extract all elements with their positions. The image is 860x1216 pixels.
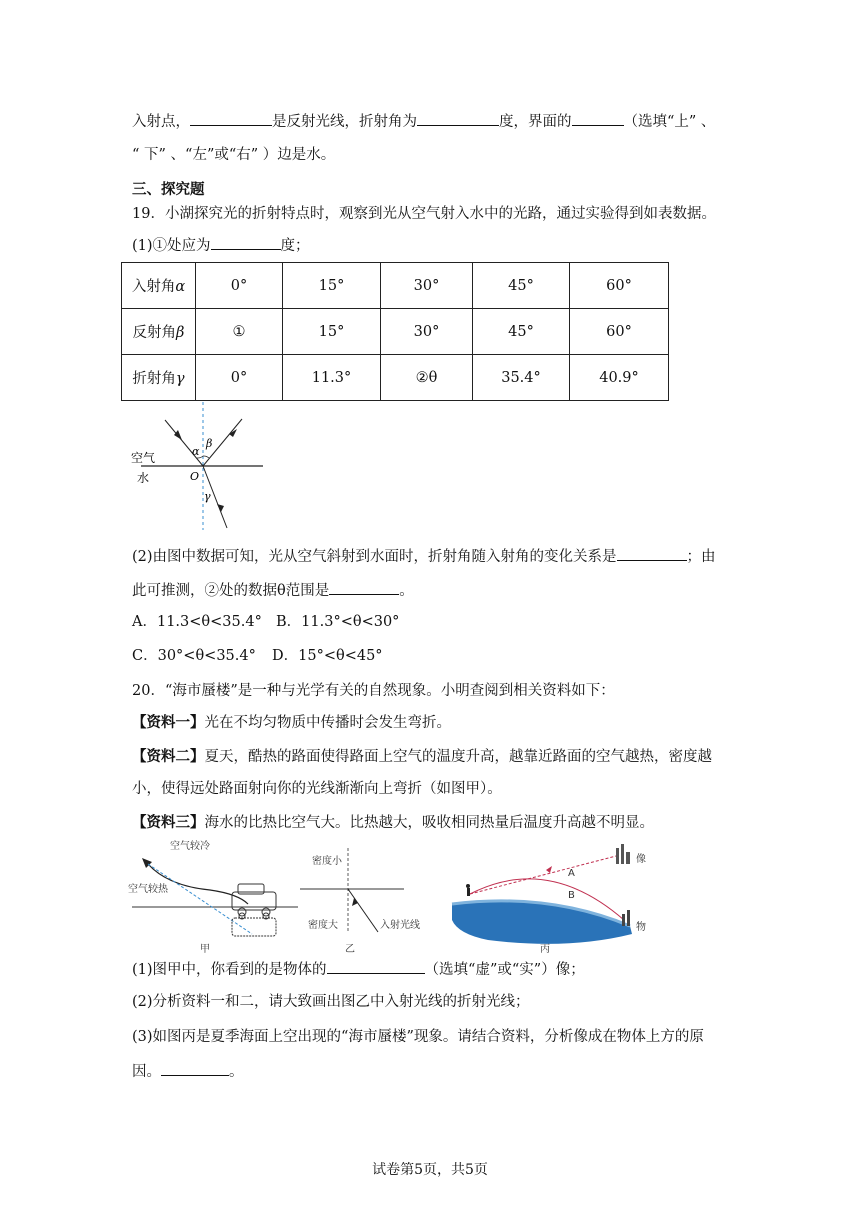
table-cell: ① <box>196 309 283 355</box>
hot-air-label: 空气较热 <box>128 884 168 895</box>
section-title: 三、探究题 <box>132 181 205 198</box>
answer-blank[interactable] <box>617 545 687 561</box>
page-footer: 试卷第5页，共5页 <box>372 1162 488 1178</box>
table-row <box>122 355 669 401</box>
table-cell: 45° <box>473 309 570 355</box>
table-cell: 30° <box>381 309 473 355</box>
option-b[interactable]: B．11.3°<θ<30° <box>276 614 400 630</box>
object-label: 物 <box>636 922 646 933</box>
answer-blank[interactable] <box>327 958 425 974</box>
table-cell: 40.9° <box>570 355 669 401</box>
ray-a-label: A <box>568 868 575 879</box>
low-density-label: 密度小 <box>312 856 342 867</box>
ray-b-label: B <box>568 890 575 901</box>
q18-line-2: “ 下” 、“左”或“右” ）边是水。 <box>132 147 336 163</box>
q20-stem: 20．“海市蜃楼”是一种与光学有关的自然现象。小明查阅到相关资料如下： <box>132 683 615 699</box>
figure-caption: 乙 <box>345 944 355 955</box>
q18-line-1: 入射点， 是反射光线，折射角为 度，界面的 （选填“上” 、 <box>132 110 715 132</box>
q19-sub2-line1: (2)由图中数据可知，光从空气斜射到水面时，折射角随入射角的变化关系是 ；由 <box>132 545 716 567</box>
table-cell: 30° <box>381 263 473 309</box>
table-cell: 0° <box>196 355 283 401</box>
q19-sub1: (1)①处应为 度； <box>132 234 310 256</box>
figure-jia <box>128 836 300 956</box>
table-cell: 35.4° <box>473 355 570 401</box>
material-3: 【资料三】海水的比热比空气大。比热越大，吸收相同热量后温度升高越不明显。 <box>132 814 654 831</box>
q20-sub1: (1)图甲中，你看到的是物体的 （选填“虚”或“实”）像； <box>132 958 585 980</box>
figure-caption: 甲 <box>200 944 210 955</box>
alpha-label: α <box>192 445 200 458</box>
refraction-diagram <box>125 400 270 532</box>
row-header: 折射角γ <box>122 355 196 401</box>
q20-sub3-line1: (3)如图丙是夏季海面上空出现的“海市蜃楼”现象。请结合资料，分析像成在物体上方的原 <box>132 1029 704 1045</box>
car-icon <box>232 884 276 936</box>
table-cell: 60° <box>570 263 669 309</box>
observer-icon <box>466 884 470 896</box>
answer-blank[interactable] <box>329 579 399 595</box>
q20-sub2: (2)分析资料一和二，请大致画出图乙中入射光线的折射光线； <box>132 994 530 1010</box>
answer-blank[interactable] <box>161 1060 229 1076</box>
table-cell: 0° <box>196 263 283 309</box>
incident-ray-label: 入射光线 <box>380 920 420 931</box>
table-cell: 60° <box>570 309 669 355</box>
row-header: 入射角α <box>122 263 196 309</box>
data-table <box>121 262 669 401</box>
q20-sub3-line2: 因。 。 <box>132 1060 244 1082</box>
gamma-label: γ <box>204 490 211 503</box>
mirage-image-icon <box>616 844 630 864</box>
figure-yi <box>300 840 430 956</box>
image-label: 像 <box>636 854 646 865</box>
table-row <box>122 309 669 355</box>
q19-stem: 19．小湖探究光的折射特点时，观察到光从空气射入水中的光路，通过实验得到如表数据。 <box>132 206 716 222</box>
q19-sub2-line2: 此可推测，②处的数据θ范围是 。 <box>132 579 414 601</box>
table-cell: 15° <box>283 263 381 309</box>
table-row <box>122 263 669 309</box>
material-2-line2: 小，使得远处路面射向你的光线渐渐向上弯折（如图甲）。 <box>132 781 502 797</box>
figure-caption: 丙 <box>540 944 550 955</box>
high-density-label: 密度大 <box>308 920 338 931</box>
option-c[interactable]: C．30°<θ<35.4° <box>132 648 256 664</box>
option-d[interactable]: D．15°<θ<45° <box>272 648 383 664</box>
table-cell: 11.3° <box>283 355 381 401</box>
material-2-line1: 【资料二】夏天，酷热的路面使得路面上空气的温度升高，越靠近路面的空气越热，密度越 <box>132 748 712 765</box>
air-label: 空气 <box>131 451 156 465</box>
figure-bing <box>448 840 660 956</box>
point-o-label: O <box>190 470 200 483</box>
option-a[interactable]: A．11.3<θ<35.4° <box>132 614 262 630</box>
table-cell: ②θ <box>381 355 473 401</box>
beta-label: β <box>206 437 213 450</box>
answer-blank[interactable] <box>190 110 272 126</box>
row-header: 反射角β <box>122 309 196 355</box>
answer-blank[interactable] <box>417 110 499 126</box>
material-1: 【资料一】光在不均匀物质中传播时会发生弯折。 <box>132 714 451 731</box>
table-cell: 45° <box>473 263 570 309</box>
answer-blank[interactable] <box>211 234 281 250</box>
water-label: 水 <box>137 471 150 485</box>
table-cell: 15° <box>283 309 381 355</box>
cold-air-label: 空气较冷 <box>170 841 210 852</box>
answer-blank[interactable] <box>572 110 624 126</box>
